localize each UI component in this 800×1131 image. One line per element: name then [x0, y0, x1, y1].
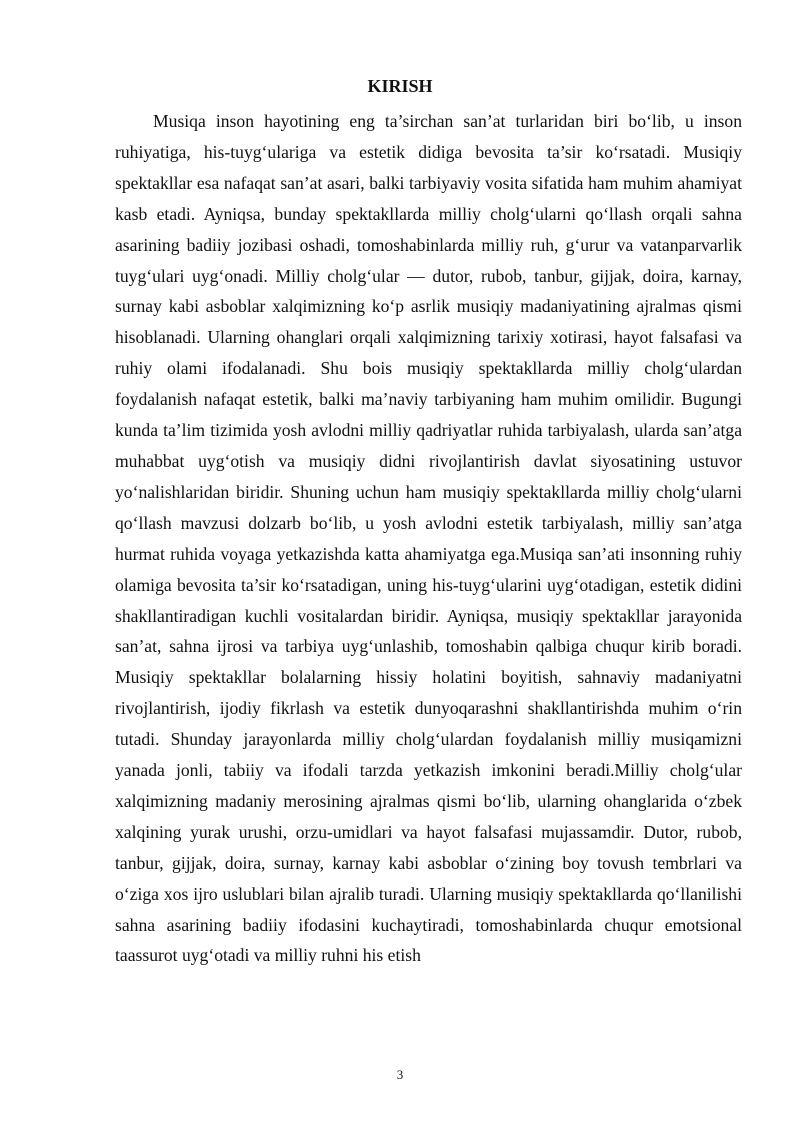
- page-number: 3: [396, 1067, 404, 1082]
- body-paragraph: Musiqa inson hayotining eng ta’sirchan san’at turlaridan biri bo‘lib, u inson ruhiyatiga, his-tuyg‘ulariga va estetik didiga bevosita ta’sir ko‘rsatadi. Musiqiy spektakllar esa nafaqat san’at asari, balki tarbiyaviy vosita sifatida ham muhim ahamiyat kasb etadi. Ayniqsa, bunday spektakllarda milliy cholg‘ularni qo‘llash orqali sahna asarining badiiy jozibasi oshadi, tomoshabinlarda milliy ruh, g‘urur va vatanparvarlik tuyg‘ulari uyg‘onadi. Milliy cholg‘ular — dutor, rubob, tanbur, gijjak, doira, karnay, surnay kabi asboblar xalqimizning ko‘p asrlik musiqiy madaniyatining ajralmas qismi hisoblanadi. Ularning ohanglari orqali xalqimizning tarixiy xotirasi, hayot falsafasi va ruhiy olami ifodalanadi. Shu bois musiqiy spektakllarda milliy cholg‘ulardan foydalanish nafaqat estetik, balki ma’naviy tarbiyaning ham muhim omilidir. Bugungi kunda ta’lim tizimida yosh avlodni milliy qadriyatlar ruhida tarbiyalash, ularda san’atga muhabbat uyg‘otish va musiqiy didni rivojlantirish davlat siyosatining ustuvor yo‘nalishlaridan biridir. Shuning uchun ham musiqiy spektakllarda milliy cholg‘ularni qo‘llash mavzusi dolzarb bo‘lib, u yosh avlodni estetik tarbiyalash, milliy san’atga hurmat ruhida voyaga yetkazishda katta ahamiyatga ega.Musiqa san’ati insonning ruhiy olamiga bevosita ta’sir ko‘rsatadigan, uning his-tuyg‘ularini uyg‘otadigan, estetik didini shakllantiradigan kuchli vositalardan biridir. Ayniqsa, musiqiy spektakllar jarayonida san’at, sahna ijrosi va tarbiya uyg‘unlashib, tomoshabin qalbiga chuqur kirib boradi. Musiqiy spektakllar bolalarning hissiy holatini boyitish, sahnaviy madaniyatni rivojlantirish, ijodiy fikrlash va estetik dunyoqarashni shakllantirishda muhim o‘rin tutadi. Shunday jarayonlarda milliy cholg‘ulardan foydalanish milliy musiqamizni yanada jonli, tabiiy va ifodali tarzda yetkazish imkonini beradi.Milliy cholg‘ular xalqimizning madaniy merosining ajralmas qismi bo‘lib, ularning ohanglarida o‘zbek xalqining yurak urushi, orzu-umidlari va hayot falsafasi mujassamdir. Dutor, rubob, tanbur, gijjak, doira, surnay, karnay kabi asboblar o‘zining boy tovush tembrlari va o‘ziga xos ijro uslublari bilan ajralib turadi. Ularning musiqiy spektakllarda qo‘llanilishi sahna asarining badiiy ifodasini kuchaytiradi, tomoshabinlarda chuqur emotsional taassurot uyg‘otadi va milliy ruhni his etish: [115, 111, 742, 966]
- body-text-block: [115, 106, 742, 971]
- section-title: KIRISH: [367, 76, 433, 96]
